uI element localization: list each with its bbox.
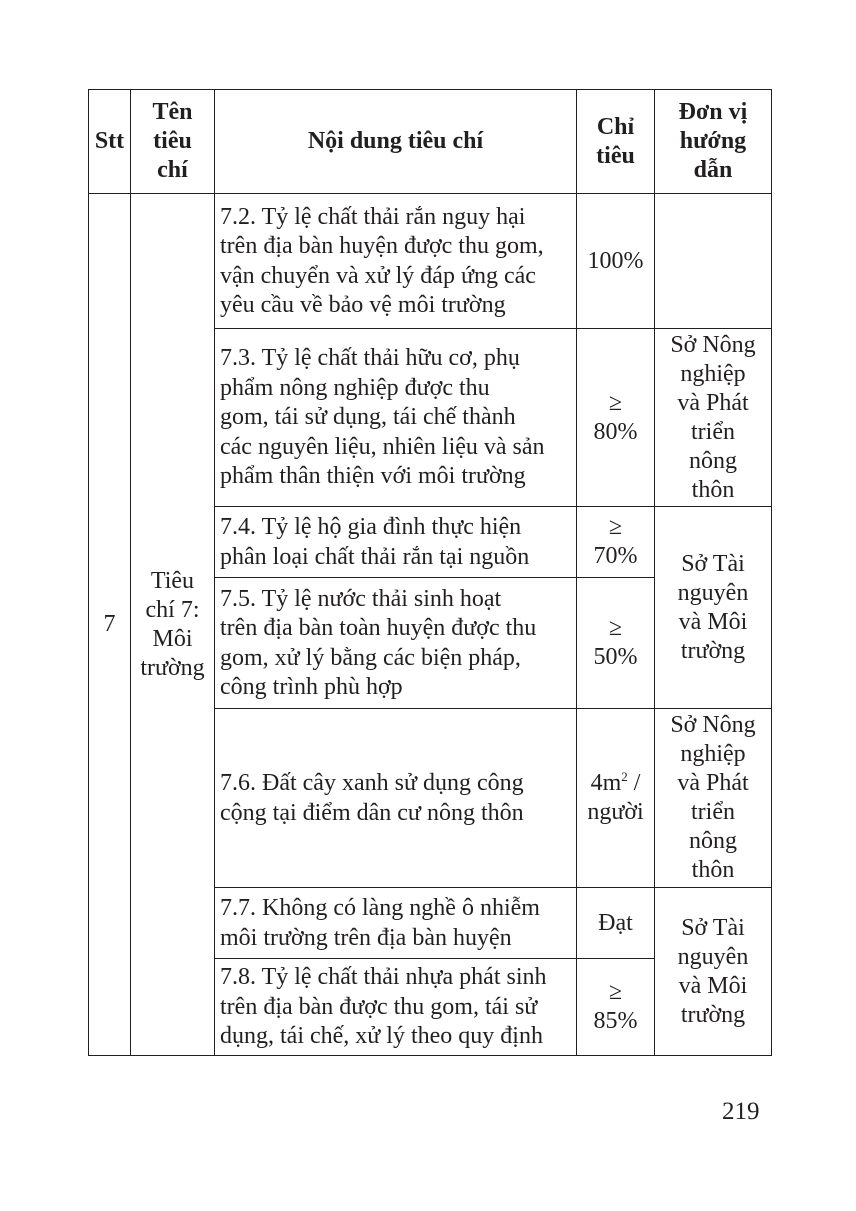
header-criterion-content: Nội dung tiêu chí xyxy=(215,90,577,194)
group-stt: 7 xyxy=(89,194,131,1056)
criterion-content: 7.5. Tỷ lệ nước thải sinh hoạt trên địa bàn toàn huyện được thu gom, xử lý bằng các biện pháp, công trình phù hợp xyxy=(215,578,577,709)
criterion-content: 7.2. Tỷ lệ chất thải rắn nguy hại trên địa bàn huyện được thu gom, vận chuyển và xử lý đáp ứng các yêu cầu về bảo vệ môi trường xyxy=(215,194,577,329)
criterion-content: 7.4. Tỷ lệ hộ gia đình thực hiện phân loại chất thải rắn tại nguồn xyxy=(215,507,577,578)
criterion-target: ≥ 70% xyxy=(577,507,655,578)
criterion-target: ≥ 85% xyxy=(577,959,655,1056)
guiding-unit: Sở Tài nguyên và Môi trường xyxy=(655,507,772,709)
guiding-unit-empty xyxy=(655,194,772,329)
criterion-target xyxy=(577,709,655,888)
target-unit: / người xyxy=(587,770,644,825)
page-number: 219 xyxy=(722,1098,760,1125)
table-row xyxy=(89,194,772,329)
criterion-target: Đạt xyxy=(577,888,655,959)
criteria-table xyxy=(88,89,772,1056)
target-value: 4m xyxy=(590,770,622,796)
criterion-content: 7.8. Tỷ lệ chất thải nhựa phát sinh trên địa bàn được thu gom, tái sử dụng, tái chế, xử lý theo quy định xyxy=(215,959,577,1056)
target-superscript: 2 xyxy=(621,769,628,784)
guiding-unit: Sở Nông nghiệp và Phát triển nông thôn xyxy=(655,709,772,888)
criterion-target: ≥ 80% xyxy=(577,329,655,507)
guiding-unit: Sở Nông nghiệp và Phát triển nông thôn xyxy=(655,329,772,507)
criterion-content: 7.6. Đất cây xanh sử dụng công cộng tại điểm dân cư nông thôn xyxy=(215,709,577,888)
header-guiding-unit: Đơn vị hướng dẫn xyxy=(655,90,772,194)
group-criterion-name: Tiêu chí 7: Môi trường xyxy=(131,194,215,1056)
header-criterion-name: Tên tiêu chí xyxy=(131,90,215,194)
header-target: Chỉ tiêu xyxy=(577,90,655,194)
criterion-content: 7.3. Tỷ lệ chất thải hữu cơ, phụ phẩm nông nghiệp được thu gom, tái sử dụng, tái chế thành các nguyên liệu, nhiên liệu và sản phẩm thân thiện với môi trường xyxy=(215,329,577,507)
criterion-content: 7.7. Không có làng nghề ô nhiễm môi trường trên địa bàn huyện xyxy=(215,888,577,959)
guiding-unit: Sở Tài nguyên và Môi trường xyxy=(655,888,772,1056)
table-header-row xyxy=(89,90,772,194)
criterion-target: ≥ 50% xyxy=(577,578,655,709)
criterion-target: 100% xyxy=(577,194,655,329)
header-stt: Stt xyxy=(89,90,131,194)
